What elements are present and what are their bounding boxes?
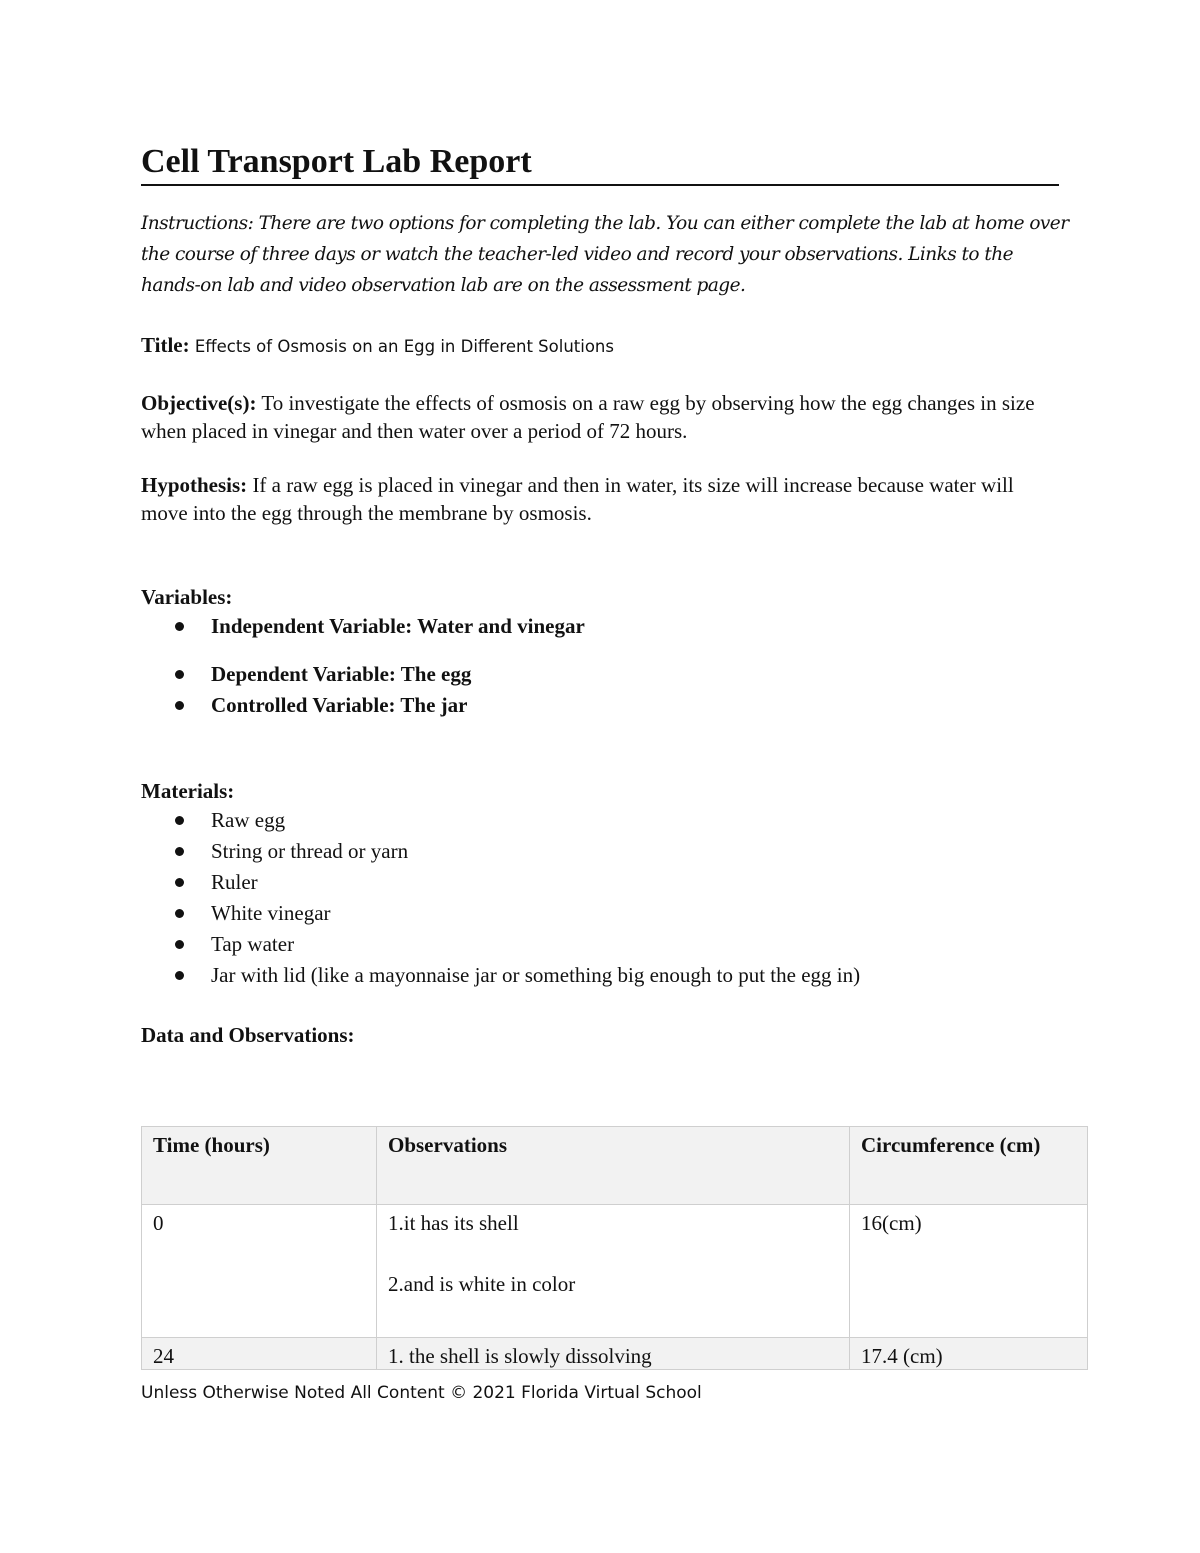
list-item	[175, 611, 1059, 642]
table-row	[142, 1205, 1088, 1338]
bullet-icon	[175, 816, 184, 825]
bullet-icon	[175, 878, 184, 887]
list-item	[175, 867, 1059, 898]
materials-list	[141, 805, 1059, 991]
data-table	[141, 1126, 1088, 1370]
material-item: Ruler	[211, 870, 258, 894]
hypothesis-text: If a raw egg is placed in vinegar and then in water, its size will increase because water will move into the egg through the membrane by osmosis.	[141, 473, 1014, 525]
objective-text: To investigate the effects of osmosis on a raw egg by observing how the egg changes in size when placed in vinegar and then water over a period of 72 hours.	[141, 391, 1035, 443]
material-item: Jar with lid (like a mayonnaise jar or something big enough to put the egg in)	[211, 963, 861, 987]
title-label: Title:	[141, 333, 190, 357]
title-value: Effects of Osmosis on an Egg in Different Solutions	[194, 337, 614, 356]
cell-time: 24	[142, 1338, 377, 1370]
material-item: Raw egg	[211, 808, 286, 832]
cell-observations	[377, 1205, 850, 1338]
cell-observations: 1. the shell is slowly dissolving	[377, 1338, 850, 1370]
variable-dependent: Dependent Variable: The egg	[211, 662, 472, 686]
table-row	[142, 1338, 1088, 1370]
header-observations: Observations	[377, 1127, 850, 1205]
cell-circumference: 16(cm)	[850, 1205, 1088, 1338]
list-item	[175, 898, 1059, 929]
list-item	[175, 805, 1059, 836]
list-item	[175, 960, 1059, 991]
cell-time: 0	[142, 1205, 377, 1338]
variable-controlled: Controlled Variable: The jar	[211, 693, 468, 717]
document-title: Cell Transport Lab Report	[141, 140, 1059, 186]
variables-list	[141, 611, 1059, 721]
objective-paragraph	[141, 389, 1059, 445]
hypothesis-paragraph	[141, 471, 1059, 527]
material-item: White vinegar	[211, 901, 331, 925]
variable-independent: Independent Variable: Water and vinegar	[211, 614, 585, 638]
bullet-icon	[175, 909, 184, 918]
document-page	[141, 140, 1069, 1368]
cell-circumference: 17.4 (cm)	[850, 1338, 1088, 1370]
bullet-icon	[175, 670, 184, 679]
bullet-icon	[175, 940, 184, 949]
bullet-icon	[175, 847, 184, 856]
page-footer: Unless Otherwise Noted All Content © 2021 Florida Virtual School	[141, 1383, 702, 1403]
bullet-icon	[175, 971, 184, 980]
list-item	[175, 690, 1059, 721]
list-item	[175, 836, 1059, 867]
table-header-row	[142, 1127, 1088, 1205]
variables-heading: Variables:	[141, 585, 233, 609]
observation-line: 1.it has its shell	[388, 1211, 519, 1235]
title-line	[141, 331, 1059, 361]
material-item: String or thread or yarn	[211, 839, 409, 863]
bullet-icon	[175, 622, 184, 631]
materials-heading: Materials:	[141, 779, 235, 803]
header-time: Time (hours)	[142, 1127, 377, 1205]
list-item	[175, 929, 1059, 960]
observation-line: 2.and is white in color	[388, 1272, 576, 1296]
header-circumference: Circumference (cm)	[850, 1127, 1088, 1205]
data-heading: Data and Observations:	[141, 1023, 355, 1047]
objective-label: Objective(s):	[141, 391, 257, 415]
list-item	[175, 659, 1059, 690]
hypothesis-label: Hypothesis:	[141, 473, 248, 497]
material-item: Tap water	[211, 932, 295, 956]
instructions-paragraph: Instructions: There are two options for completing the lab. You can either complete the lab at home over the course of three days or watch the teacher-led video and record your observations. Links to the hands-on lab and video observation lab are on the assessment page.	[141, 213, 1069, 296]
bullet-icon	[175, 701, 184, 710]
